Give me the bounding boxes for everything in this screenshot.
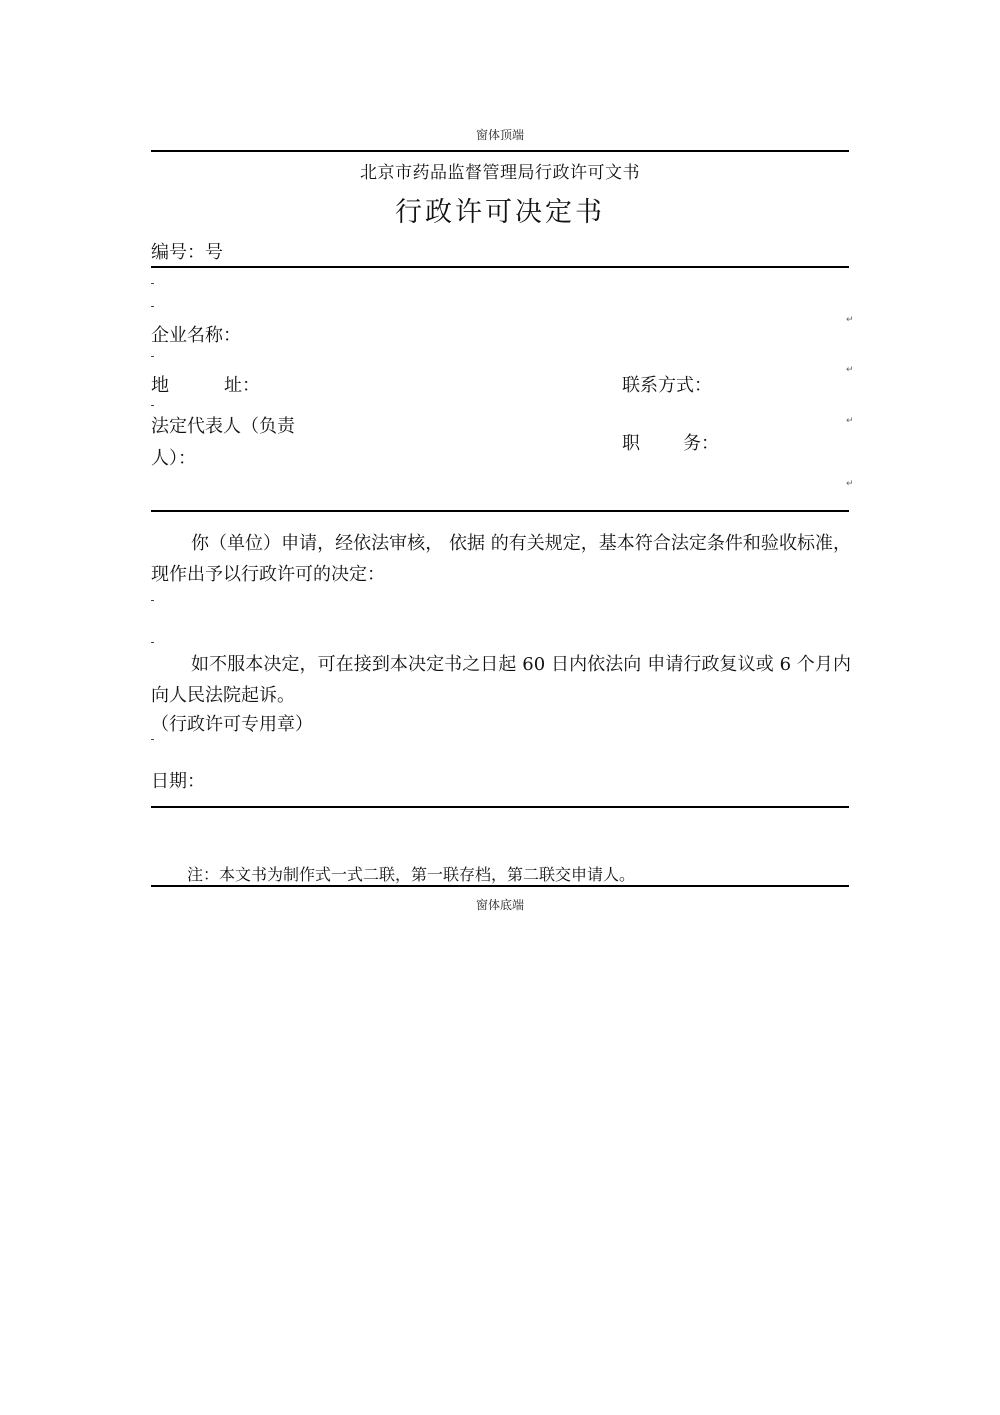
position-label-part1: 职 (622, 433, 640, 454)
legal-representative-label-line2: 人）： (151, 448, 196, 469)
paragraph-mark (151, 739, 154, 740)
date-label: 日期： (151, 771, 205, 792)
return-mark-icon: ↵ (846, 479, 854, 489)
form-bottom-marker: 窗体底端 (475, 898, 524, 912)
return-mark-icon: ↵ (846, 315, 854, 325)
footer-note: 注：本文书为制作式一式二联，第一联存档，第二联交申请人。 (187, 865, 636, 884)
company-name-label: 企业名称： (151, 325, 241, 346)
appeal-paragraph: 如不服本决定，可在接到本决定书之日起 60 日内依法向 申请行政复议或 6 个月内向人民法院起诉。 (151, 654, 851, 706)
body-rule (151, 806, 849, 808)
return-mark-icon: ↵ (846, 365, 854, 375)
legal-representative-label-line1: 法定代表人（负责 (151, 416, 295, 437)
seal-label: （行政许可专用章） (151, 714, 313, 735)
paragraph-mark (151, 642, 154, 643)
position-label-part2: 务： (683, 433, 719, 454)
paragraph-mark (151, 283, 154, 284)
bottom-rule (151, 885, 849, 887)
top-rule (151, 150, 849, 152)
header-rule (151, 266, 849, 268)
document-number: 编号：号 (151, 242, 223, 263)
fields-rule (151, 510, 849, 512)
paragraph-mark (151, 405, 154, 406)
return-mark-icon: ↵ (846, 416, 854, 426)
contact-label: 联系方式： (622, 375, 712, 396)
address-label-part1: 地 (151, 375, 169, 396)
address-label-part2: 址： (224, 375, 260, 396)
agency-name: 北京市药品监督管理局行政许可文书 (360, 163, 640, 183)
decision-paragraph: 你（单位）申请，经依法审核， 依据 的有关规定，基本符合法定条件和验收标准，现作出予以行政许可的决定： (151, 533, 851, 585)
paragraph-mark (151, 306, 154, 307)
paragraph-mark (151, 356, 154, 357)
document-title: 行政许可决定书 (395, 197, 605, 228)
form-top-marker: 窗体顶端 (475, 128, 524, 142)
paragraph-mark (151, 600, 154, 601)
